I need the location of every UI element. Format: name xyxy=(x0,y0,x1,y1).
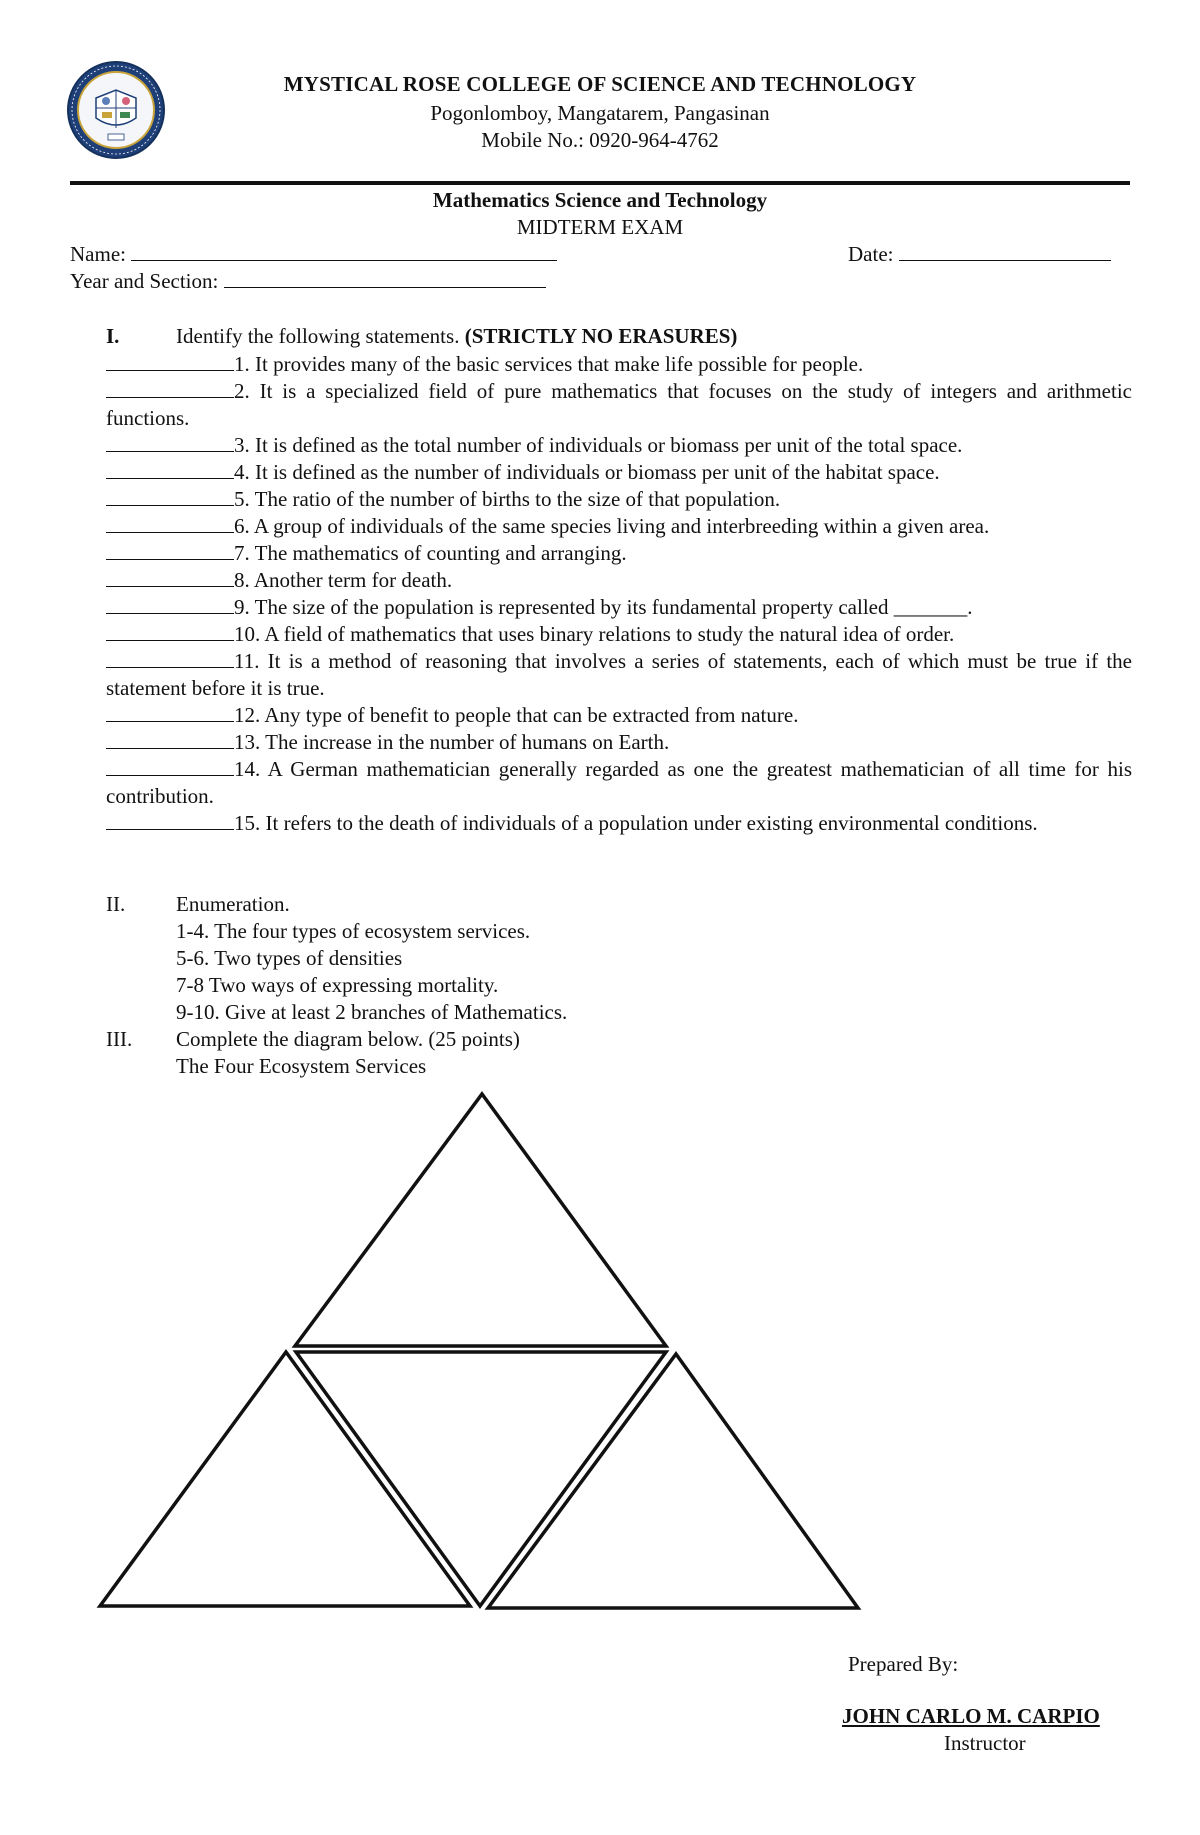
question-item xyxy=(106,351,1132,378)
answer-blank[interactable] xyxy=(106,649,234,668)
school-name: MYSTICAL ROSE COLLEGE OF SCIENCE AND TECHNOLOGY xyxy=(283,72,917,96)
question-text: 5. The ratio of the number of births to the size of that population. xyxy=(234,487,781,511)
part3-number: III. xyxy=(106,1027,133,1051)
enumeration-item: 7-8 Two ways of expressing mortality. xyxy=(176,973,499,997)
question-item xyxy=(106,621,1132,648)
answer-blank[interactable] xyxy=(106,811,234,830)
question-text: 2. It is a specialized field of pure mathematics that focuses on the study of integers and arithmetic functions. xyxy=(106,379,1132,430)
question-text: 12. Any type of benefit to people that can be extracted from nature. xyxy=(234,703,799,727)
part1-number: I. xyxy=(106,324,120,348)
part3-title: Complete the diagram below. (25 points) xyxy=(176,1027,520,1051)
question-item xyxy=(106,810,1132,837)
year-section-field[interactable] xyxy=(70,269,546,294)
name-label: Name: xyxy=(70,242,126,266)
question-item xyxy=(106,756,1132,810)
year-section-blank[interactable] xyxy=(224,269,546,288)
right-triangle[interactable] xyxy=(488,1354,858,1608)
question-text: 13. The increase in the number of humans on Earth. xyxy=(234,730,670,754)
answer-blank[interactable] xyxy=(106,703,234,722)
question-item xyxy=(106,513,1132,540)
center-inverted-triangle[interactable] xyxy=(296,1352,666,1606)
part2-number: II. xyxy=(106,892,126,916)
enumeration-item: 9-10. Give at least 2 branches of Mathematics. xyxy=(176,1000,568,1024)
answer-blank[interactable] xyxy=(106,622,234,641)
part3-subtitle: The Four Ecosystem Services xyxy=(176,1054,427,1078)
answer-blank[interactable] xyxy=(106,514,234,533)
question-text: 11. It is a method of reasoning that involves a series of statements, each of which must be true if the statement before it is true. xyxy=(106,649,1132,700)
answer-blank[interactable] xyxy=(106,352,234,371)
top-triangle[interactable] xyxy=(295,1094,666,1346)
instructor-role: Instructor xyxy=(944,1731,1026,1755)
question-item xyxy=(106,486,1132,513)
school-address: Pogonlomboy, Mangatarem, Pangasinan xyxy=(430,101,770,125)
part1-title: Identify the following statements. xyxy=(176,324,460,348)
part2-title: Enumeration. xyxy=(176,892,290,916)
name-field[interactable] xyxy=(70,242,557,267)
question-item xyxy=(106,729,1132,756)
question-item xyxy=(106,594,1132,621)
question-item xyxy=(106,702,1132,729)
year-section-label: Year and Section: xyxy=(70,269,219,293)
question-text: 15. It refers to the death of individuals of a population under existing environmental conditions. xyxy=(234,811,1038,835)
date-field[interactable] xyxy=(848,242,1111,267)
answer-blank[interactable] xyxy=(106,379,234,398)
question-item xyxy=(106,540,1132,567)
ecosystem-services-diagram xyxy=(90,1086,870,1626)
answer-blank[interactable] xyxy=(106,541,234,560)
question-text: 9. The size of the population is represented by its fundamental property called _______. xyxy=(234,595,973,619)
answer-blank[interactable] xyxy=(106,433,234,452)
question-text: 4. It is defined as the number of individuals or biomass per unit of the habitat space. xyxy=(234,460,940,484)
enumeration-item: 1-4. The four types of ecosystem services. xyxy=(176,919,531,943)
exam-title: MIDTERM EXAM xyxy=(516,215,684,239)
question-text: 7. The mathematics of counting and arranging. xyxy=(234,541,627,565)
left-triangle[interactable] xyxy=(100,1352,470,1606)
answer-blank[interactable] xyxy=(106,460,234,479)
course-title: Mathematics Science and Technology xyxy=(432,188,768,212)
instructor-name: JOHN CARLO M. CARPIO xyxy=(842,1704,1100,1728)
answer-blank[interactable] xyxy=(106,730,234,749)
question-text: 3. It is defined as the total number of individuals or biomass per unit of the total space. xyxy=(234,433,963,457)
question-item xyxy=(106,648,1132,702)
question-text: 14. A German mathematician generally regarded as one the greatest mathematician of all time for his contribution. xyxy=(106,757,1132,808)
school-mobile: Mobile No.: 0920-964-4762 xyxy=(481,128,719,152)
date-label: Date: xyxy=(848,242,894,266)
question-item xyxy=(106,378,1132,432)
answer-blank[interactable] xyxy=(106,487,234,506)
question-item xyxy=(106,567,1132,594)
question-item xyxy=(106,432,1132,459)
school-seal-icon xyxy=(66,60,166,160)
question-text: 1. It provides many of the basic services that make life possible for people. xyxy=(234,352,864,376)
answer-blank[interactable] xyxy=(106,568,234,587)
name-blank[interactable] xyxy=(131,242,557,261)
header-divider xyxy=(70,181,1130,185)
answer-blank[interactable] xyxy=(106,595,234,614)
question-text: 10. A field of mathematics that uses binary relations to study the natural idea of order. xyxy=(234,622,955,646)
part1-note: (STRICTLY NO ERASURES) xyxy=(464,324,738,348)
date-blank[interactable] xyxy=(899,242,1111,261)
part1-heading xyxy=(176,324,737,349)
enumeration-item: 5-6. Two types of densities xyxy=(176,946,403,970)
question-item xyxy=(106,459,1132,486)
answer-blank[interactable] xyxy=(106,757,234,776)
prepared-by-label: Prepared By: xyxy=(848,1652,959,1676)
question-text: 8. Another term for death. xyxy=(234,568,453,592)
question-text: 6. A group of individuals of the same species living and interbreeding within a given area. xyxy=(234,514,990,538)
